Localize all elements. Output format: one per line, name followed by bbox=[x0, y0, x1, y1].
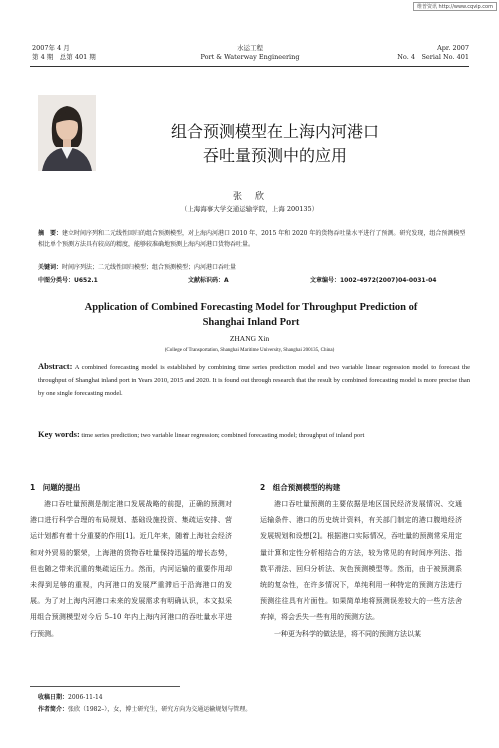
article-title-en-line2: Shanghai Inland Port bbox=[202, 317, 300, 328]
article-title-cn-line1: 组合预测模型在上海内河港口 bbox=[170, 122, 379, 141]
keywords-en-label: Key words: bbox=[38, 429, 80, 439]
source-stamp: 维普资讯 http://www.cqvip.com bbox=[413, 2, 497, 11]
keywords-en bbox=[38, 428, 470, 442]
abstract-cn-text: 建立时间序列和二元线性回归的组合预测模型，对上海内河港口 2010 年、2015 年和 2020 年的货物吞吐量水平进行了预测。研究发现，组合预测模型相比单个预测方法具有较高的精度，能够较准确地预测上海内河港口货物吞吐量。 bbox=[38, 230, 466, 248]
section-2-body-1: 港口吞吐量预测的主要依据是地区国民经济发展情况、交通运输条件、港口的历史统计资料，有关部门制定的港口腹地经济发展规划和设想[2]。根据港口实际情况，吞吐量的预测常采用定量计算和定性分析相结合的方法，较为常见的有时间序列法、指数平滑法、回归分析法、灰色预测模型等。然而，由于被预测系统的复杂性，在许多情况下，单纯利用一种特定的预测方法进行预测往往具有片面性。如果简单地将预测误差较大的一些方法舍弃掉，将会丢失一些有用的预测方法。 bbox=[260, 500, 462, 622]
affiliation-cn: （上海海事大学交通运输学院，上海 200135） bbox=[180, 205, 319, 213]
author-bio bbox=[38, 704, 251, 716]
clc-number: 中图分类号：U652.1 bbox=[38, 277, 98, 284]
footnote bbox=[38, 692, 251, 716]
header-date-en: Apr. 2007 bbox=[437, 44, 469, 52]
footnote-rule bbox=[30, 686, 180, 687]
section-1-heading: 1 问题的提出 bbox=[30, 483, 81, 492]
keywords-cn-text: 时间序列法；二元线性回归模型；组合预测模型；内河港口吞吐量 bbox=[62, 264, 237, 271]
keywords-cn-label: 关键词： bbox=[38, 264, 63, 271]
abstract-cn-label: 摘 要： bbox=[38, 230, 63, 237]
abstract-en-text: A combined forecasting model is established by combining time series prediction model and two variable linear regression model to forecast the throughput of Shanghai inland port in Years 2010, 2015 and 2020. It is found out through research that the result by combined forecasting model is more precise than by one single forecasting model. bbox=[38, 364, 470, 397]
body-column-left bbox=[30, 480, 232, 642]
author-photo bbox=[38, 95, 96, 171]
author-bio-value: 张欣（1982–），女，博士研究生，研究方向为交通运输规划与管理。 bbox=[68, 706, 252, 713]
journal-name-cn: 水运工程 bbox=[237, 44, 263, 52]
header-issue-en: No. 4 Serial No. 401 bbox=[397, 53, 469, 61]
keywords-en-text: time series prediction; two variable linear regression; combined forecasting model; throughput of inland port bbox=[79, 432, 365, 439]
author-cn: 张 欣 bbox=[232, 192, 266, 202]
section-2-heading: 2 组合预测模型的构建 bbox=[260, 483, 341, 492]
header-issue-cn: 第 4 期 总第 401 期 bbox=[32, 53, 96, 61]
header-center bbox=[160, 44, 340, 62]
article-title-en bbox=[38, 300, 464, 330]
keywords-cn bbox=[38, 262, 470, 273]
header-rule bbox=[30, 66, 469, 67]
received-date bbox=[38, 692, 251, 704]
header-left bbox=[32, 44, 96, 62]
abstract-cn bbox=[38, 228, 470, 250]
abstract-en bbox=[38, 360, 470, 400]
received-label: 收稿日期： bbox=[38, 694, 69, 701]
journal-name-en: Port & Waterway Engineering bbox=[200, 53, 300, 61]
section-1-body: 港口吞吐量预测是制定港口发展战略的前提，正确的预测对港口进行科学合理的布局规划、基础设施投资、集疏运安排、营运计划都有着十分重要的作用[1]。近几年来，随着上海社会经济和对外贸易的繁荣，上海港的货物吞吐量保持迅猛的增长态势，但也随之带来沉重的集疏运压力。然而，内河运输的重要作用却未得到足够的重视，内河港口的发展严重滞后于沿海港口的发展。为了对上海内河港口未来的发展需求有明确认识，本文拟采用组合预测模型对今后 5–10 年内上海内河港口的吞吐量水平进行预测。 bbox=[30, 500, 232, 638]
body-column-right bbox=[260, 480, 462, 642]
article-title-cn bbox=[150, 120, 400, 168]
author-portrait-icon bbox=[38, 95, 96, 171]
article-title-cn-line2: 吞吐量预测中的应用 bbox=[202, 146, 347, 165]
header-date-cn: 2007年 4 月 bbox=[32, 44, 70, 52]
article-title-en-line1: Application of Combined Forecasting Model for Throughput Prediction of bbox=[84, 302, 418, 313]
received-value: 2006-11-14 bbox=[68, 694, 103, 701]
document-code: 文献标识码：A bbox=[188, 277, 229, 284]
header-right bbox=[397, 44, 469, 62]
author-bio-label: 作者简介： bbox=[38, 706, 69, 713]
article-number: 文章编号：1002-4972(2007)04-0031-04 bbox=[310, 277, 437, 284]
affiliation-en: (College of Transportation, Shanghai Maritime University, Shanghai 200135, China) bbox=[164, 348, 335, 353]
author-en: ZHANG Xin bbox=[229, 334, 270, 343]
section-2-body-2: 一种更为科学的做法是，将不同的预测方法以某 bbox=[274, 629, 421, 638]
abstract-en-label: Abstract: bbox=[38, 361, 73, 371]
